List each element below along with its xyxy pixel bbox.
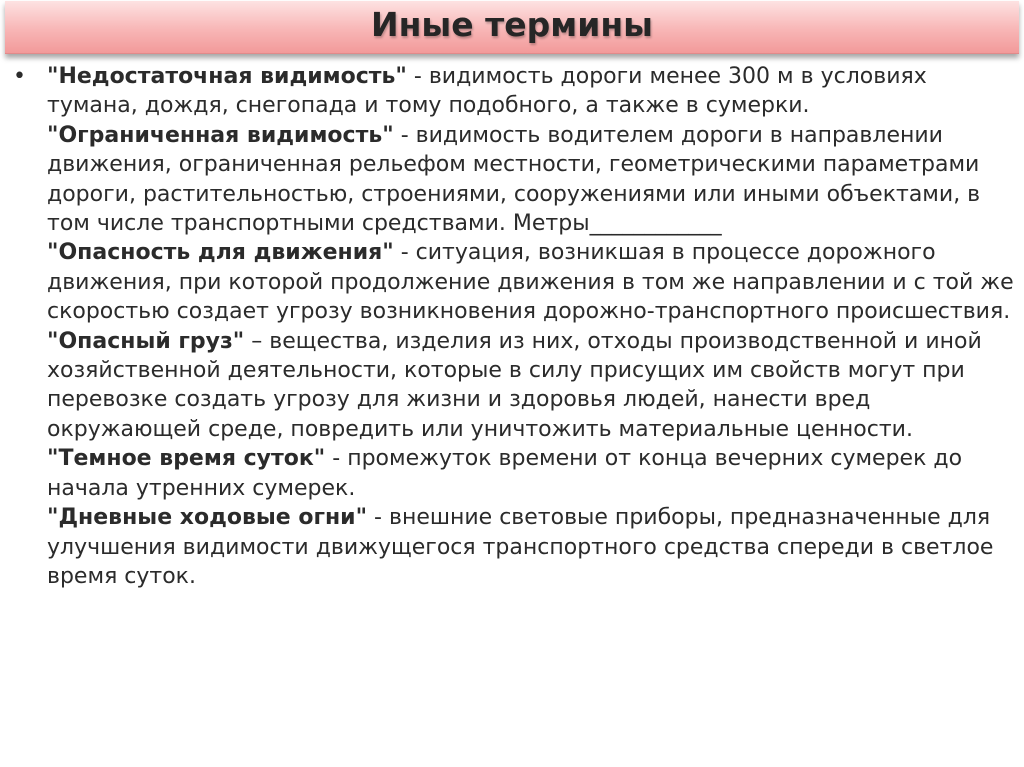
slide-title: Иные термины [371, 5, 653, 44]
definition-term: "Дневные ходовые огни" [47, 505, 368, 531]
definition-text: - видимость водителем дороги в направлении движения, ограниченная рельефом местности, геометрическими параметрами дороги, растительностью, строениями, сооружениями или иными объектами, в том числе транспортными средствами. Метры____________ [47, 122, 981, 237]
definition-term: "Опасный груз" [47, 328, 245, 354]
definition-text: - видимость дороги менее 300 м в условиях тумана, дождя, снегопада и тому подобного, а также в сумерки. [47, 64, 927, 119]
definition-insufficient-visibility [47, 62, 1015, 121]
definition-traffic-danger [47, 238, 1015, 326]
definitions-list [47, 62, 1015, 591]
definition-text: - внешние световые приборы, предназначенные для улучшения видимости движущегося транспортного средства спереди в светлое время суток. [47, 505, 994, 589]
definition-text: - ситуация, возникшая в процессе дорожного движения, при которой продолжение движения в том же направлении и с той же скоростью создает угрозу возникновения дорожно-транспортного происшествия. [47, 240, 1014, 325]
definition-term: "Опасность для движения" [47, 240, 394, 266]
definition-text: - промежуток времени от конца вечерних сумерек до начала утренних сумерек. [47, 446, 963, 501]
definition-term: "Недостаточная видимость" [47, 64, 407, 89]
definition-limited-visibility [47, 121, 1015, 239]
definition-term: "Темное время суток" [47, 446, 326, 472]
definition-text: – вещества, изделия из них, отходы производственной и иной хозяйственной деятельности, которые в силу присущих им свойств могут при перевозке создать угрозу для жизни и здоровья людей, нанести вред окружающей среде, повредить или уничтожить материальные ценности. [47, 328, 982, 442]
bullet-marker: • [13, 64, 26, 89]
title-bar [5, 1, 1019, 54]
definition-dark-time [47, 444, 1015, 503]
definition-daytime-running-lights [47, 503, 1015, 591]
definition-term: "Ограниченная видимость" [47, 122, 394, 148]
definition-dangerous-cargo [47, 327, 1015, 445]
